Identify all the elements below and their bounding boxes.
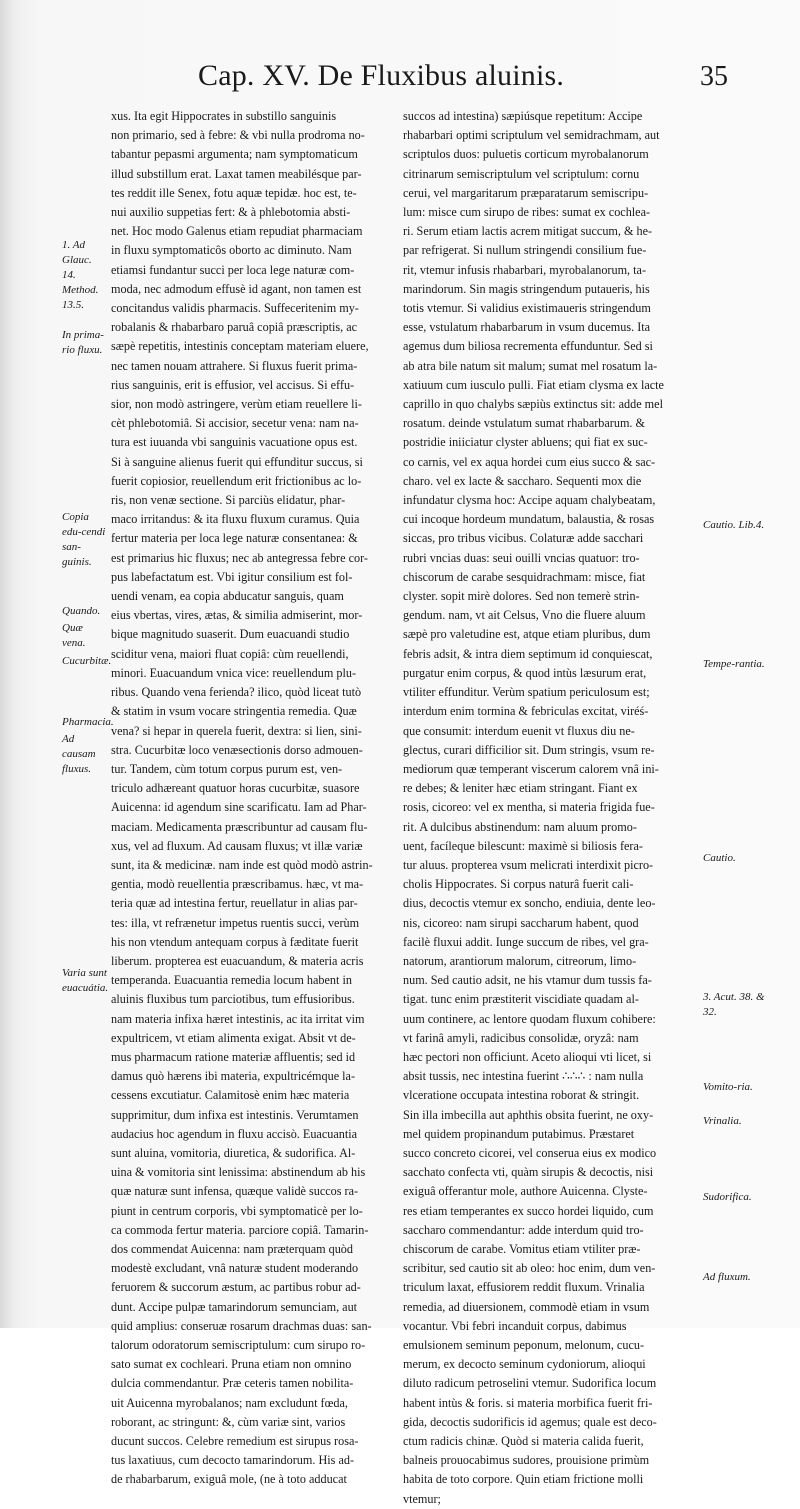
text-line: Si à sanguine alienus fuerit qui effunditur succus, si [111,454,363,469]
text-line: uum continere, ac lentore quodam fluxum cohibere: [403,1011,656,1026]
text-line: tabantur pepasmi argumenta; nam symptomaticum [111,147,358,162]
text-line: ctum radicis chinæ. Quòd si materia calida fuerit, [403,1434,644,1449]
text-line: xus. Ita egit Hippocrates in substillo sanguinis [111,109,337,123]
text-line: sato sumat ex cochleari. Pruna etiam non omnino [111,1357,352,1372]
text-line: purgatur enim corpus, & quod intùs læsurum erat, [403,665,647,680]
text-line: aluinis fluxibus tum parciotibus, tum effusioribus. [111,992,355,1007]
margin-note: Varia sunt euacuátia. [62,967,109,994]
text-line: teria quæ ad intestina fertur, reuellatur in alias par- [111,896,358,911]
text-line: marindorum. Sin magis stringendum putaueris, his [403,281,650,296]
text-line: lum: misce cum sirupo de ribes: sumat ex cochlea- [403,205,651,220]
text-line: xatiuum cum iusculo pulli. Fiat etiam clysma ex lacte [403,377,664,392]
text-line: citrinarum semiscriptulum vel scriptulum: cornu [403,166,640,181]
text-line: talorum odoratorum semiscriptulum: cum sirupo ro- [111,1338,366,1352]
text-line: scribitur, sed cautio sit ab oleo: hoc enim, dum ven- [403,1261,656,1276]
text-line: interdum enim tormina & febriculas excitat, viréś- [403,704,649,719]
text-line: xus, vel ad fluxum. Ad causam fluxus; vt illæ variæ [111,838,363,853]
text-line: siccas, pro tribus vicibus. Colaturæ adde sacchari [403,531,644,546]
text-line: balneis prouocabimus sudores, prouisione primùm [403,1453,650,1468]
text-line: vocantur. Vbi febri incanduit corpus, dabimus [403,1318,627,1333]
text-line: ribus. Quando vena ferienda? ilico, quòd liceat tutò [111,685,362,700]
text-line: stra. Cucurbitæ loco venæsectionis dorso admouen- [111,742,363,757]
text-line: rhabarbari optimi scriptulum vel semidrachmam, aut [403,128,660,143]
margin-note: 3. Acut. 38. & 32. [703,991,765,1018]
text-line: glectus, curari difficilior sit. Dum stringis, vsum re- [403,742,655,757]
text-line: audacius hoc agendum in fluxu accisò. Euacuantia [111,1126,358,1141]
text-line: robalanis & rhabarbaro paruâ copiâ præscriptis, ac [111,320,358,335]
text-line: cholis Hippocrates. Si corpus naturâ fuerit cali- [403,877,634,892]
text-line: piunt in centrum corporis, vbi symptomaticè per lo- [111,1203,363,1218]
text-line: tes: illa, vt refrænetur impetus ruentis succi, verùm [111,915,360,930]
text-line: dos commendat Auicenna: nam præterquam quòd [111,1241,353,1256]
text-line: succo concreto cicorei, vel conserua eius ex modico [403,1145,657,1160]
text-line: cessens excutiatur. Calamitosè enim hæc materia [111,1088,350,1103]
text-line: par refrigerat. Si nullum stringendi consilium fue- [403,243,647,258]
text-line: vlceratione occupata intestina roborat & stringit. [403,1088,640,1103]
text-line: que consumit: interdum euenit vt fluxus diu ne- [403,723,635,738]
text-line: triculum laxat, effusiorem reddit fluxum. Vrinalia [403,1280,645,1295]
text-line: non primario, sed à febre: & vbi nulla prodroma no- [111,128,365,143]
text-line: dulcia commendantur. Præ ceteris tamen nobilita- [111,1376,354,1391]
text-line: rit, vtemur infusis rhabarbari, myrobalanorum, ta- [403,262,647,277]
text-line: scriptulos duos: puluetis corticum myrobalanorum [403,147,649,162]
text-line: etiamsi fundantur succi per loca lege naturæ com- [111,262,355,277]
margin-note: Copia edu-cendi san-guinis. [62,511,106,568]
text-line: gendum. nam, vt ait Celsus, Vno die fluere aluum [403,608,646,623]
margin-note: Quando. [62,605,101,617]
text-line: tura est iuuanda vbi sanguinis vacuatione opus est. [111,435,358,450]
text-line: gida, decoctis sudorificis id agemus; quale est deco- [403,1414,657,1429]
text-line: habita de toto corpore. Quin etiam frictione molli [403,1472,644,1487]
text-line: supprimitur, dum infixa est intestinis. Verumtamen [111,1107,359,1122]
text-line: re debes; & leniter hæc etiam stringant. Fiant ex [403,781,638,796]
text-line: absit tussis, nec intestina fuerint ∴∴∴ : nam nulla [403,1069,644,1084]
text-line: rosatum. deinde vstulatum sumat rhabarbarum. & [403,416,646,431]
text-line: postridie iniiciatur clyster abluens; qui fiat ex suc- [403,435,648,450]
text-line: vtemur; [403,1491,441,1506]
text-line: nis, cicoreo: nam sirupi saccharum habent, quod [403,915,639,930]
text-line: ris, non venæ sectione. Si parciùs elidatur, phar- [111,493,346,508]
page-header [0,52,800,98]
text-line: hæc pectori non officiunt. Aceto alioqui vti licet, si [403,1049,652,1064]
text-line: rius sanguinis, erit is effusior, vel accisus. Si effu- [111,377,355,392]
margin-note: Sudorifica. [703,1191,752,1203]
text-line: esse, vstulatum rhabarbarum in vsum ducemus. Ita [403,320,651,335]
text-line: sacchato confecta vti, quàm sirupis & decoctis, nisi [403,1165,654,1180]
page-number: 35 [700,61,728,92]
margin-note: Ad fluxum. [703,1271,751,1283]
text-line: eius vbertas, vires, ætas, & similia admiserint, mor- [111,608,363,623]
text-line: facilè fluxui addit. Iunge succum de ribes, vel gra- [403,934,649,949]
text-line: feruorem & succorum æstum, ac partibus robur ad- [111,1280,361,1295]
margin-note: Vomito-ria. [703,1081,753,1093]
text-line: uendi venam, ea copia abducatur sanguis, quam [111,589,344,604]
text-line: net. Hoc modo Galenus etiam repudiat pharmaciam [111,224,363,239]
text-line: liberum. propterea est euacuandum, & materia acris [111,953,364,968]
text-line: sunt, ita & medicinæ. nam inde est quòd modò astrin- [111,857,373,872]
chapter-title: Cap. XV. De Fluxibus aluinis. [198,59,565,92]
right-text-column [403,107,743,1509]
text-line: cerui, vel margaritarum præparatarum semiscripu- [403,185,649,200]
text-line: tur. Tandem, cùm totum corpus purum est, ven- [111,761,343,776]
text-line: concitandus validis pharmacis. Suffeceritenim my- [111,301,359,316]
text-line: Sin illa imbecilla aut aphthis obsita fuerint, ne oxy- [403,1107,654,1122]
text-line: chiscorum de carabe. Vomitus etiam vtiliter præ- [403,1241,641,1256]
text-line: natorum, arantiorum malorum, citreorum, limo- [403,953,637,968]
text-line: caprillo in quo chalybs sæpiùs extinctus sit: adde mel [403,397,663,412]
text-line: charo. vel ex lacte & saccharo. Sequenti mox die [403,473,642,488]
text-line: mel quidem propinandum putabimus. Præstaret [403,1126,635,1141]
margin-note: Quæ vena. [62,622,86,649]
text-line: res etiam temperantes ex succo hordei liquido, cum [403,1203,654,1218]
text-line: nec tamen nouam attrahere. Si fluxus fuerit prima- [111,358,358,373]
margin-note: Ad causam fluxus. [62,733,96,775]
text-line: clyster. sopit mirè dolores. Sed non temerè strin- [403,589,640,604]
text-line: ca commoda fertur materia. parciore copiâ. Tamarin- [111,1222,369,1237]
margin-note: Vrinalia. [703,1115,742,1127]
text-line: cèt phlebotomiâ. Si accisior, secetur vena: nam na- [111,416,359,431]
text-line: habent intùs & foris. si materia morbifica fuerit fri- [403,1395,653,1410]
text-line: emulsionem seminum peponum, melonum, cucu- [403,1338,645,1352]
text-line: sciditur vena, maiori fluat copiâ: cùm reuellendi, [111,646,349,661]
text-line: rubri vncias duas: seui ouilli vncias quatuor: tro- [403,550,640,565]
text-line: agemus dum biliosa recrementa effunduntur. Sed si [403,339,653,354]
text-line: vt farinâ amyli, radicibus consolidæ, oryzâ: nam [403,1030,639,1045]
text-line: sæpè repetitis, intestinis conceptam materiam eluere, [111,339,369,354]
text-line: chiscorum de carabe sesquidrachmam: misce, fiat [403,569,646,584]
text-line: illud substillum erat. Laxat tamen meabilésque par- [111,166,362,181]
margin-note: In prima-rio fluxu. [62,329,104,356]
text-line: damus quò hærens ibi materia, expultricémque la- [111,1069,356,1084]
text-line: remedia, ad diuersionem, commodè etiam in vsum [403,1299,650,1314]
text-line: temperanda. Euacuantia remedia locum habent in [111,973,352,988]
text-line: ab atra bile natum sit malum; sumat mel rosatum la- [403,358,658,373]
text-line: expultricem, vt etiam alimenta exigat. Absit vt de- [111,1030,356,1045]
text-line: & statim in vsum vocare stringentia remedia. Quæ [111,704,357,719]
text-line: succos ad intestina) sæpiúsque repetitum: Accipe [403,109,643,123]
text-line: sior, non modò astringere, verùm etiam reuellere li- [111,397,362,412]
text-line: his non vtendum antequam corpus à fæditate fuerit [111,934,359,949]
left-text-column [111,107,451,1490]
text-line: diluto radicum petroselini vtemur. Sudorifica locum [403,1376,657,1391]
text-line: ri. Serum etiam lactis acrem mitigat succum, & he- [403,224,653,239]
text-line: vena? si hepar in querela fuerit, dextra: si lien, sini- [111,723,362,738]
text-line: modestè excludant, vnâ naturæ student moderando [111,1261,359,1276]
text-line: exiguâ offerantur mole, authore Auicenna. Clyste- [403,1184,648,1199]
text-line: triculo adhæreant quatuor horas cucurbitæ, suasore [111,781,360,796]
text-line: uent, facíleque bilescunt: maximè si biliosis fera- [403,838,643,853]
margin-note: Cautio. Lib.4. [703,519,765,531]
text-line: num. Sed cautio adsit, ne his vtamur dum tussis fa- [403,973,652,988]
text-line: mediorum quæ temperant viscerum calorem vnâ ini- [403,761,659,776]
text-line: febris adsit, & intra diem septimum id conquiescat, [403,646,653,661]
text-line: rosis, cicoreo: vel ex mentha, si materia frigida fue- [403,800,655,815]
text-line: infundatur clysma hoc: Accipe aquam chalybeatam, [403,493,656,508]
text-line: ducunt succos. Celebre remedium est sirupus rosa- [111,1434,359,1449]
text-line: merum, ex decocto seminum cydoniorum, alioqui [403,1357,646,1372]
text-line: bique magnitudo suaserit. Dum euacuandi studio [111,627,350,642]
text-line: dius, decoctis vtemur ex soncho, endiuia, dente leo- [403,896,656,911]
text-line: tus laxatiuus, cum decocto tamarindorum. His ad- [111,1453,355,1468]
text-line: dunt. Accipe pulpæ tamarindorum semunciam, aut [111,1299,358,1314]
text-line: quæ naturæ sunt infensa, quæque validè succos ra- [111,1184,359,1199]
margin-note: Cucurbitæ. [62,655,112,667]
text-line: mus pharmacum ratione materiæ affluentis; sed id [111,1049,356,1064]
text-line: minori. Euacuandum vnica vice: reuellendum plu- [111,665,357,680]
text-line: quid amplius: conseruæ rosarum drachmas duas: san- [111,1318,372,1333]
text-line: est primarius hic fluxus; nec ab antegressa febre cor- [111,550,368,565]
margin-note: Cautio. [703,852,736,864]
text-line: pus labefactatum est. Vbi igitur consilium est fol- [111,569,353,584]
text-line: uina & vomitoria sint lenissima: abstinendum ab his [111,1165,366,1180]
text-line: vtiliter effunditur. Verùm spatium periculosum est; [403,685,650,700]
text-line: nam materia infixa hæret intestinis, ac ita irritat vim [111,1011,365,1026]
text-line: saccharo commendantur: adde interdum quid tro- [403,1222,644,1237]
text-line: uit Auicenna myrobalanos; nam excludunt fœda, [111,1395,348,1410]
text-line: gentia, modò reuellentia præscribamus. hæc, vt ma- [111,877,364,892]
margin-note: 1. Ad Glauc. 14. Method. 13.5. [62,239,99,311]
text-line: co carnis, vel ex aqua hordei cum eius succo & sac- [403,454,656,469]
text-line: tigat. tunc enim præstiterit viscidiate quadam al- [403,992,639,1007]
text-line: fertur materia per loca lege naturæ consentanea: & [111,531,358,546]
text-line: rit. A dulcibus abstinendum: nam aluum promo- [403,819,637,834]
text-line: sunt aluina, vomitoria, diuretica, & sudorifica. Al- [111,1145,356,1160]
text-line: cui incoque hordeum mundatum, balaustia, & rosas [403,512,655,527]
text-line: tur aluus. propterea vsum melicrati interdixit picro- [403,857,654,872]
text-line: nui auxilio suppetias fert: & à phlebotomia absti- [111,205,351,220]
text-line: Auicenna: id agendum sine scarificatu. Iam ad Phar- [111,800,367,815]
text-line: tes reddit ille Senex, fotu aquæ tepidæ. hoc est, te- [111,185,357,200]
text-line: maciam. Medicamenta præscribuntur ad causam flu- [111,819,368,834]
text-line: totis vtemur. Si validius existimaueris stringendum [403,301,651,316]
text-line: roborant, ac stringunt: &, cùm variæ sint, varios [111,1414,346,1429]
text-line: de rhabarbarum, exiguâ mole, (ne à toto adducat [111,1472,347,1487]
text-line: moda, nec admodum effusè id agant, non tamen est [111,281,362,296]
text-line: sæpè pro valetudine est, atque etiam pluribus, dum [403,627,651,642]
text-line: fuerit copiosior, reuellendum erit frictionibus ac lo- [111,473,362,488]
margin-note: Pharmacia. [62,716,114,728]
text-line: maco irritandus: & ita fluxu fluxum curamus. Quia [111,512,360,527]
text-line: in fluxu symptomaticôs oborto ac diminuto. Nam [111,243,352,258]
margin-note: Tempe-rantia. [703,658,765,670]
